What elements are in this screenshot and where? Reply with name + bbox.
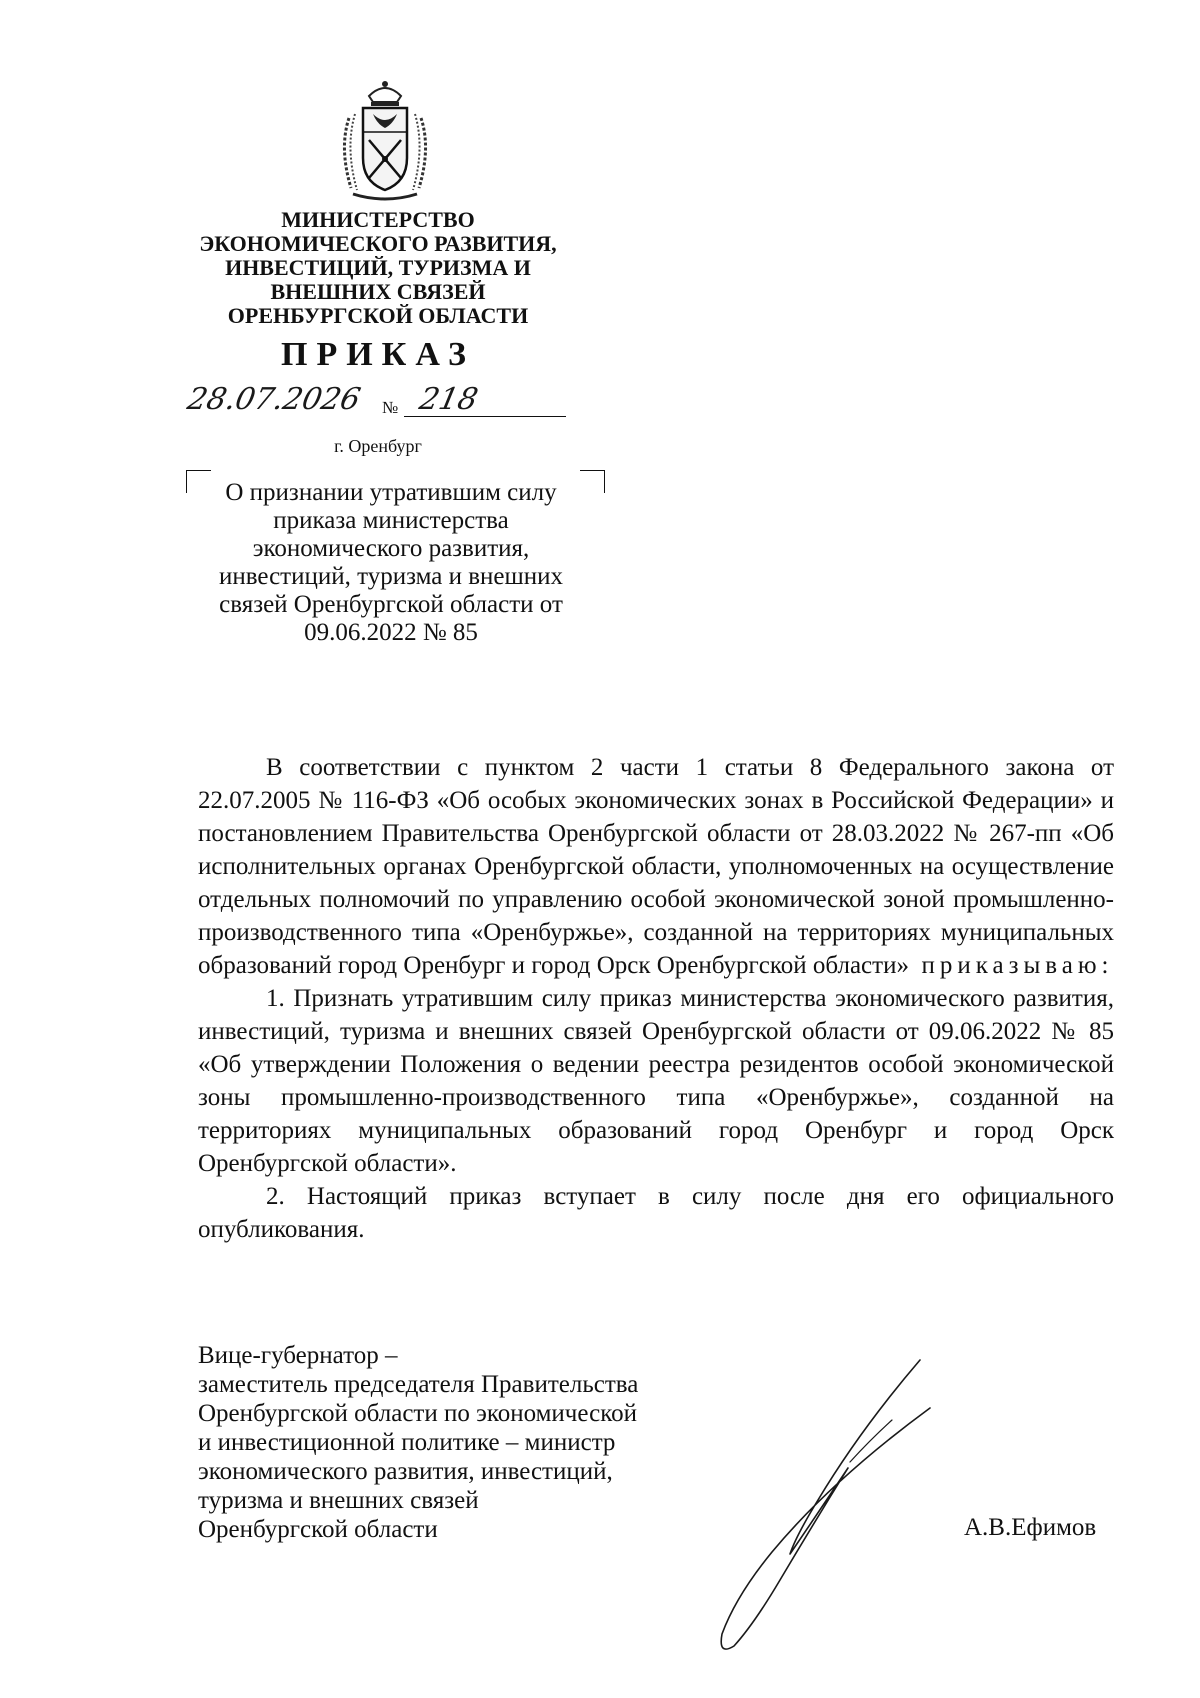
handwritten-number: 218 — [416, 382, 481, 417]
subject-line: приказа министерства — [273, 507, 509, 534]
signer-position-line: туризма и внешних связей — [198, 1487, 479, 1514]
subject-line: инвестиций, туризма и внешних — [218, 563, 564, 590]
signer-position-line: экономического развития, инвестиций, — [198, 1458, 613, 1485]
handwritten-date: 28.07.2026 — [184, 382, 364, 417]
subject-line: связей Оренбургской области от — [219, 591, 563, 618]
ministry-name-line: ВНЕШНИХ СВЯЗЕЙ — [270, 279, 486, 304]
ministry-name-line: ЭКОНОМИЧЕСКОГО РАЗВИТИЯ, — [199, 231, 557, 256]
signer-position-line: заместитель председателя Правительства — [198, 1371, 639, 1398]
city-name: г. Оренбург — [334, 436, 422, 456]
preamble-text: В соответствии с пунктом 2 части 1 статьи 8 Федерального закона от 22.07.2005 № 116-ФЗ «Об особых экономических зонах в Российской Федерации» и постановлением Правительства Оренбургской области от 28.03.2022 № 267-пп «Об исполнительных органах Оренбургской области, уполномоченных на осуществление отдельных полномочий по управлению особой экономической зоной промышленно-производственного типа «Оренбуржье», созданной на территориях муниципальных образований город Оренбург и город Орск Оренбургской области» — [198, 754, 1114, 979]
preamble-paragraph — [198, 751, 1114, 982]
document-type-title: ПРИКАЗ — [281, 336, 475, 373]
signer-position-line: Оренбургской области по экономической — [198, 1400, 637, 1427]
ministry-name-line: МИНИСТЕРСТВО — [281, 207, 475, 232]
subject-line: О признании утратившим силу — [225, 479, 557, 506]
ministry-name-line: ИНВЕСТИЦИЙ, ТУРИЗМА И — [225, 255, 531, 280]
order-item-2: 2. Настоящий приказ вступает в силу после дня его официального опубликования. — [198, 1183, 1114, 1243]
handwritten-signature — [700, 1340, 970, 1660]
coat-of-arms-emblem — [335, 78, 435, 204]
ministry-name — [178, 208, 578, 328]
number-underline — [404, 416, 566, 417]
signer-name: А.В.Ефимов — [964, 1514, 1097, 1541]
subject-line: 09.06.2022 № 85 — [304, 619, 478, 646]
number-sign: № — [382, 398, 399, 417]
document-subject — [198, 479, 584, 647]
order-body — [198, 751, 1114, 1246]
ministry-name-line: ОРЕНБУРГСКОЙ ОБЛАСТИ — [227, 303, 529, 328]
subject-line: экономического развития, — [252, 535, 530, 562]
signer-position-line: Оренбургской области — [198, 1516, 438, 1543]
signer-position-line: и инвестиционной политике – министр — [198, 1429, 616, 1456]
order-word: приказываю: — [921, 952, 1114, 979]
signer-position — [198, 1341, 758, 1544]
order-item-1: 1. Признать утратившим силу приказ министерства экономического развития, инвестиций, туризма и внешних связей Оренбургской области от 09.06.2022 № 85 «Об утверждении Положения о ведении реестра резидентов особой экономической зоны промышленно-производственного типа «Оренбуржье», созданной на территориях муниципальных образований город Оренбург и город Орск Оренбургской области». — [198, 985, 1114, 1177]
signer-position-line: Вице-губернатор – — [198, 1342, 398, 1369]
